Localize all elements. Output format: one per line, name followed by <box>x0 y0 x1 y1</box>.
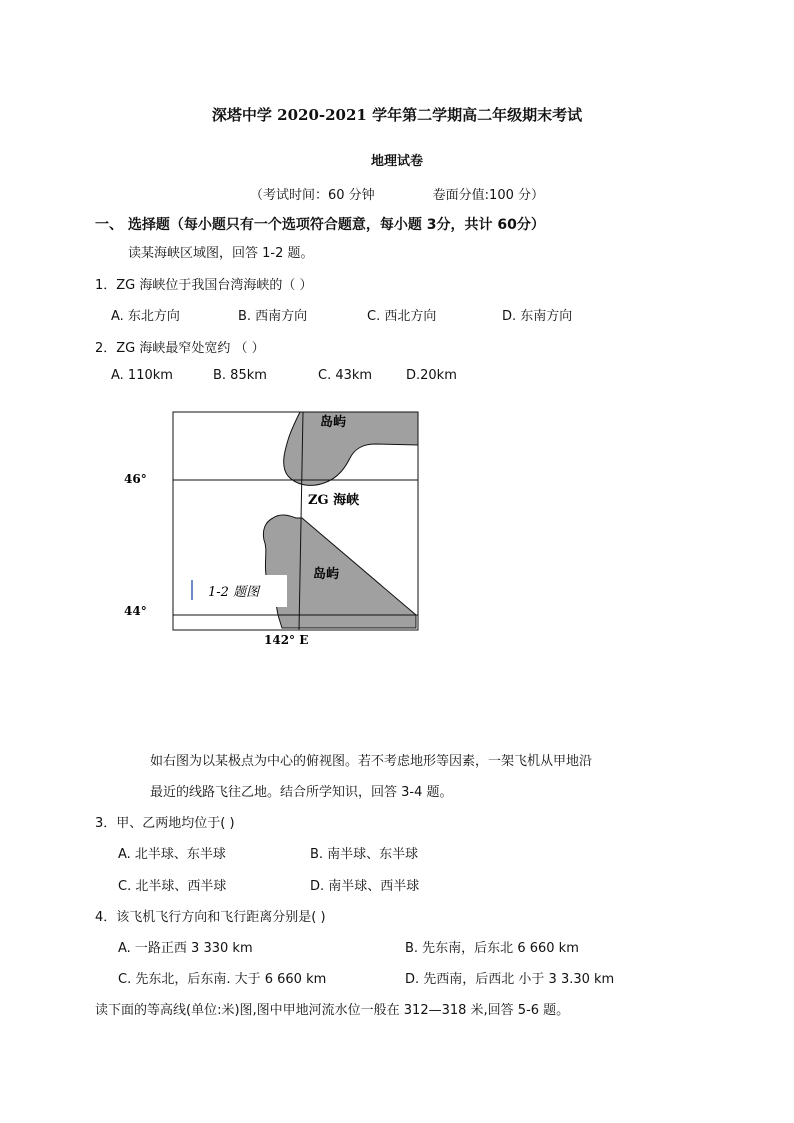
q3-option-c: C. 北半球、西半球 <box>118 879 227 894</box>
q4-option-b: B. 先东南，后东北 6 660 km <box>405 941 579 956</box>
q4-option-a: A. 一路正西 3 330 km <box>118 941 253 956</box>
lat-46-label: 46° <box>124 472 147 486</box>
q4-option-d: D. 先西南，后西北 小于 3 3.30 km <box>405 972 615 987</box>
q4-option-c: C. 先东北，后东南. 大于 6 660 km <box>118 972 327 987</box>
q3-option-b: B. 南半球、东半球 <box>310 847 419 862</box>
exam-info <box>0 184 794 203</box>
exam-subtitle: 地理试卷 <box>370 154 423 169</box>
q1-option-d: D. 东南方向 <box>502 309 573 324</box>
q1-stem: 1．ZG 海峡位于我国台湾海峡的（ ） <box>95 278 313 293</box>
strait-label: ZG 海峡 <box>308 493 360 508</box>
map-caption: 1-2 题图 <box>208 585 260 600</box>
q3-stem: 3．甲、乙两地均位于( ) <box>95 816 235 831</box>
exam-title: 深塔中学 2020-2021 学年第二学期高二年级期末考试 <box>211 106 583 124</box>
q1-option-a: A. 东北方向 <box>111 309 180 324</box>
lon-142-label: 142° E <box>264 633 309 647</box>
island-top-label: 岛屿 <box>320 415 347 430</box>
island-top-shape <box>284 412 418 485</box>
q2-option-c: C. 43km <box>318 368 373 383</box>
q4-stem: 4．该飞机飞行方向和飞行距离分别是( ) <box>95 910 326 925</box>
q2-option-d: D.20km <box>406 368 457 383</box>
q3-option-d: D. 南半球、西半球 <box>310 879 420 894</box>
exam-score: 卷面分值:100 分） <box>432 188 544 203</box>
passage-q5-6: 读下面的等高线(单位:米)图,图中甲地河流水位一般在 312—318 米,回答 5-6 题。 <box>95 1003 570 1018</box>
section-intro: 读某海峡区域图，回答 1-2 题。 <box>128 246 314 261</box>
q2-stem: 2．ZG 海峡最窄处宽约 （ ） <box>95 341 265 356</box>
lat-44-label: 44° <box>124 604 147 618</box>
section-heading: 一、 选择题（每小题只有一个选项符合题意，每小题 3分，共计 60分） <box>95 217 545 233</box>
passage-q3-4-line2: 最近的线路飞往乙地。结合所学知识，回答 3-4 题。 <box>150 785 453 800</box>
q1-option-c: C. 西北方向 <box>367 309 437 324</box>
island-bottom-label: 岛屿 <box>313 567 340 582</box>
island-bottom-shape <box>263 515 416 628</box>
q2-option-a: A. 110km <box>111 368 173 383</box>
strait-map <box>110 400 440 660</box>
exam-time: （考试时间：60 分钟 <box>249 188 375 203</box>
passage-q3-4-line1: 如右图为以某极点为中心的俯视图。若不考虑地形等因素，一架飞机从甲地沿 <box>150 754 593 769</box>
q2-option-b: B. 85km <box>213 368 267 383</box>
q1-option-b: B. 西南方向 <box>238 309 308 324</box>
q3-option-a: A. 北半球、东半球 <box>118 847 226 862</box>
